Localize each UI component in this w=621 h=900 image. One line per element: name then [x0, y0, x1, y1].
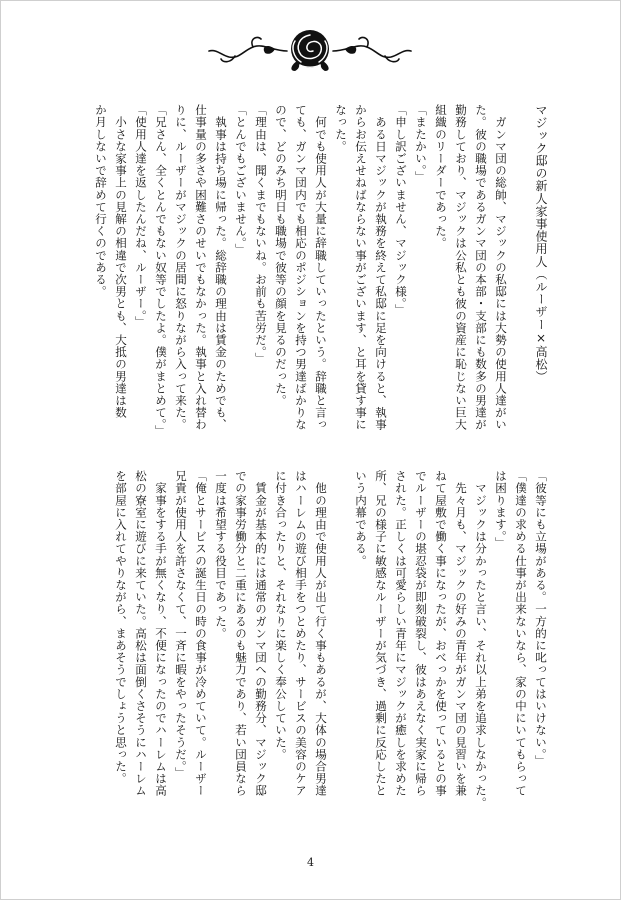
- text-line: に付き合ったりと、それなりに楽しく奉公していた。: [274, 470, 288, 761]
- text-line: りに、ルーザーがマジックの居間に怒りながら入って来た。: [174, 104, 188, 431]
- text-line: での家事労働分と二重にあるのも魅力であり、若い団員なら: [234, 470, 248, 797]
- text-line: を部屋に入れてやりながら、まあそうでしょうと思った。: [114, 470, 128, 785]
- text-line: 「兄さん、全くとんでもない奴等でしたよ。僕がまとめて。」: [154, 104, 168, 438]
- text-line: か月しないで辞めて行くのである。: [94, 104, 108, 298]
- text-line: はハーレムの遊び相手をつとめたり、サービスの美容のケア: [294, 470, 308, 797]
- text-line: 何でも使用人が大量に辞職していったという。辞職と言っ: [314, 104, 328, 431]
- text-line: 松の寮室に遊びに来ていた。高松は面倒くさそうにハーレム: [134, 470, 148, 797]
- text-line: 「またかい。」: [414, 104, 428, 183]
- text-line: 仕事量の多さや困難さのせいでもなかった。執事と入れ替わ: [194, 104, 208, 431]
- text-line: された。正しくは可愛らしい青年にマジックが癒しを求めた: [394, 470, 408, 797]
- text-line: いう内幕である。: [354, 470, 368, 567]
- text-line: ても、ガンマ団内でも相応のポジションを持つ男達ばかりな: [294, 104, 308, 431]
- text-line: 勤務しており、マジックは公私とも彼の資産に恥じない巨大: [454, 104, 468, 431]
- text-line: 所、兄の様子に敏感なルーザーが気づき、過剰に反応したと: [374, 470, 388, 797]
- text-line: 「とんでもございません。」: [234, 104, 248, 256]
- text-line: 家事をする手が無くなり、不便になったのでハーレムは高: [154, 470, 168, 797]
- text-line: 「理由は、聞くまでもないね。お前も苦労だ。」: [254, 104, 268, 365]
- text-line: 賃金が基本的には通常のガンマ団への勤務分、マジック邸: [254, 470, 268, 797]
- text-line: なった。: [334, 104, 348, 153]
- text-line: ある日マジックが執務を終えて私邸に足を向けると、執事: [374, 104, 388, 431]
- text-line: 兄貴が使用人を許さなくて、一斉に暇をやったそうだ。」: [174, 470, 188, 779]
- lower-text-block: [111, 470, 551, 809]
- text-line: 先々月も、マジックの好みの青年がガンマ団の見習いを兼: [454, 470, 468, 797]
- text-line: 執事は持ち場に帰った。総辞職の理由は賃金のためでも、: [214, 104, 228, 431]
- text-line: からお伝えせねばならない事がございます、と耳を貸す事に: [354, 104, 368, 431]
- upper-text-block: [91, 104, 551, 438]
- text-line: ので、どのみち明日も職場で彼等の顔を見るのだった。: [274, 104, 288, 407]
- text-line: 組織のリーダーであった。: [434, 104, 448, 250]
- text-line: た。彼の職場であるガンマ団の本部・支部にも数多の男達が: [474, 104, 488, 431]
- text-line: 「僕達の求める仕事が出来ないなら、家の中にいてもらって: [514, 470, 528, 797]
- text-line: 「俺とサービスの誕生日の時の食事が冷めていて。ルーザー: [194, 470, 208, 797]
- text-line: マジックは分かったと言い、それ以上弟を追求しなかった。: [474, 470, 488, 809]
- text-line: [331, 470, 351, 770]
- text-line: 一度は希望する役目であった。: [214, 470, 228, 640]
- text-line: 「彼等にも立場がある。一方的に叱ってはいけない。」: [534, 470, 548, 767]
- page-number: 4: [307, 856, 314, 869]
- text-line: 「申し訳ございません、マジック様。」: [394, 104, 408, 317]
- text-line: でルーザーの堪忍袋が即刻破裂し、彼はあえなく実家に帰ら: [414, 470, 428, 797]
- text-line: ねて屋敷で働く事になったが、おべっかを使っているとの事: [434, 470, 448, 797]
- text-line: マジック邸の新人家事使用人（ルーザー×高松）: [534, 104, 548, 384]
- text-line: 他の理由で使用人が出て行く事もあるが、大体の場合男達: [314, 470, 328, 797]
- text-line: [511, 104, 531, 404]
- rose-flourish-icon: [205, 25, 415, 75]
- text-line: は困ります。」: [494, 470, 508, 549]
- text-line: 「使用人達を返したんだね、ルーザー。」: [134, 104, 148, 329]
- text-line: ガンマ団の総帥、マジックの私邸には大勢の使用人達がい: [494, 104, 508, 431]
- text-line: 小さな家事上の見解の相違で次男とも、大抵の男達は数: [114, 104, 128, 419]
